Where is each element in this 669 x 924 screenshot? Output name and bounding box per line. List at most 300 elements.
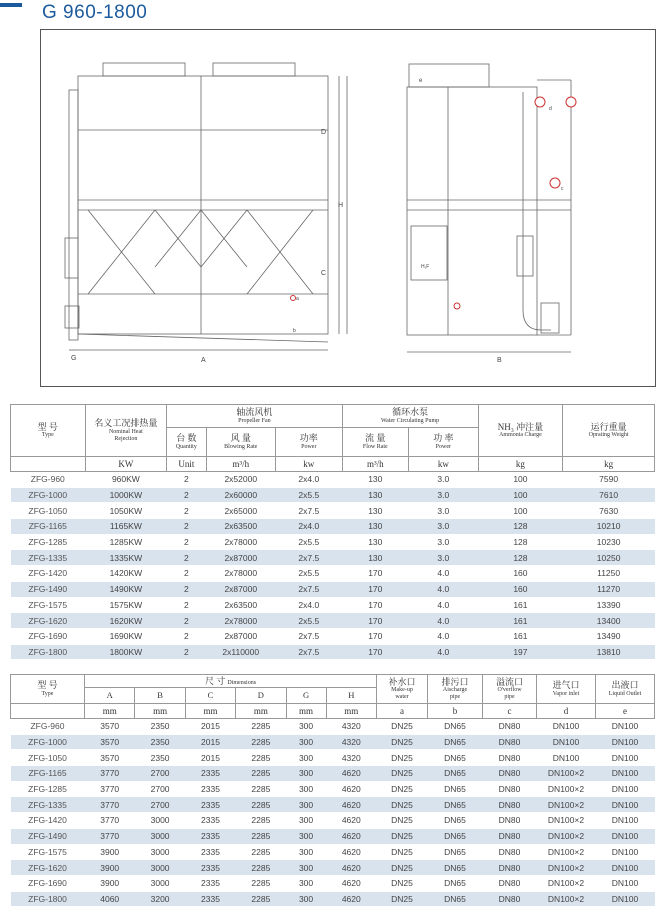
value-cell: 4620: [326, 844, 376, 860]
value-cell: DN100: [537, 734, 596, 750]
table-row: [11, 566, 655, 582]
value-cell: 2: [167, 628, 206, 644]
value-cell: 1620KW: [85, 613, 167, 629]
value-cell: 2285: [236, 875, 286, 891]
value-cell: 3770: [85, 781, 135, 797]
value-cell: DN80: [483, 734, 537, 750]
table-row: [11, 766, 655, 782]
value-cell: DN100: [537, 750, 596, 766]
value-cell: 300: [286, 875, 326, 891]
value-cell: 2335: [185, 797, 235, 813]
value-cell: 4620: [326, 860, 376, 876]
value-cell: DN100: [596, 860, 655, 876]
model-cell: ZFG-1800: [11, 891, 85, 907]
value-cell: 3.0: [409, 519, 479, 535]
dim-col-header: H: [326, 688, 376, 704]
value-cell: DN80: [483, 813, 537, 829]
value-cell: 161: [478, 597, 563, 613]
table-row: [11, 860, 655, 876]
value-cell: 2: [167, 644, 206, 660]
model-cell: ZFG-1420: [11, 813, 85, 829]
value-cell: 170: [342, 566, 409, 582]
dim-col-header: A: [85, 688, 135, 704]
th-flow: 流 量 Flow Rate: [342, 428, 409, 457]
value-cell: 300: [286, 844, 326, 860]
value-cell: 3.0: [409, 550, 479, 566]
value-cell: 2x5.5: [276, 566, 343, 582]
table-row: [11, 828, 655, 844]
value-cell: 4060: [85, 891, 135, 907]
value-cell: 170: [342, 581, 409, 597]
value-cell: 2x5.5: [276, 534, 343, 550]
value-cell: 2350: [135, 750, 185, 766]
performance-table: [10, 404, 655, 660]
value-cell: 2285: [236, 828, 286, 844]
value-cell: DN80: [483, 719, 537, 735]
value-cell: 2x7.5: [276, 581, 343, 597]
model-cell: ZFG-1165: [11, 766, 85, 782]
value-cell: 2350: [135, 734, 185, 750]
unit-cell: mm: [326, 704, 376, 719]
units-row: [11, 457, 655, 472]
table-row: [11, 487, 655, 503]
value-cell: 3570: [85, 719, 135, 735]
value-cell: DN80: [483, 828, 537, 844]
title-accent-bar: [0, 3, 22, 7]
unit-cell: kw: [276, 457, 343, 472]
value-cell: DN65: [428, 797, 483, 813]
value-cell: DN100×2: [537, 766, 596, 782]
value-cell: 128: [478, 534, 563, 550]
value-cell: DN100: [596, 781, 655, 797]
dim-col-header: C: [185, 688, 235, 704]
value-cell: 4320: [326, 750, 376, 766]
value-cell: 4.0: [409, 613, 479, 629]
value-cell: 2: [167, 581, 206, 597]
value-cell: 2335: [185, 891, 235, 907]
th-fan-power: 功率 Power: [276, 428, 343, 457]
value-cell: 300: [286, 828, 326, 844]
value-cell: 4620: [326, 797, 376, 813]
model-cell: ZFG-1800: [11, 644, 86, 660]
value-cell: 2285: [236, 781, 286, 797]
value-cell: 3000: [135, 844, 185, 860]
value-cell: DN25: [377, 875, 428, 891]
value-cell: 1000KW: [85, 487, 167, 503]
value-cell: DN65: [428, 719, 483, 735]
dim-label-g: G: [71, 355, 77, 362]
value-cell: DN65: [428, 813, 483, 829]
model-cell: ZFG-1000: [11, 734, 85, 750]
value-cell: DN25: [377, 797, 428, 813]
model-cell: ZFG-1690: [11, 628, 86, 644]
value-cell: 10210: [563, 519, 655, 535]
value-cell: DN80: [483, 891, 537, 907]
table-row: [11, 875, 655, 891]
value-cell: 4.0: [409, 628, 479, 644]
value-cell: 2285: [236, 797, 286, 813]
value-cell: DN100: [596, 813, 655, 829]
value-cell: 2x7.5: [276, 503, 343, 519]
model-cell: ZFG-1420: [11, 566, 86, 582]
value-cell: DN80: [483, 797, 537, 813]
value-cell: DN25: [377, 813, 428, 829]
value-cell: 3.0: [409, 487, 479, 503]
value-cell: DN100: [596, 719, 655, 735]
value-cell: 2x63500: [206, 519, 276, 535]
value-cell: 2x78000: [206, 613, 276, 629]
value-cell: 3900: [85, 860, 135, 876]
value-cell: 2x78000: [206, 566, 276, 582]
value-cell: 4620: [326, 766, 376, 782]
value-cell: 100: [478, 503, 563, 519]
unit-cell: mm: [236, 704, 286, 719]
model-cell: ZFG-1165: [11, 519, 86, 535]
table-row: [11, 797, 655, 813]
value-cell: 7630: [563, 503, 655, 519]
value-cell: DN25: [377, 734, 428, 750]
model-cell: ZFG-960: [11, 719, 85, 735]
value-cell: 2335: [185, 844, 235, 860]
value-cell: 2x5.5: [276, 487, 343, 503]
value-cell: 2015: [185, 719, 235, 735]
unit-cell: b: [428, 704, 483, 719]
value-cell: 300: [286, 766, 326, 782]
value-cell: 3000: [135, 860, 185, 876]
value-cell: DN100×2: [537, 797, 596, 813]
value-cell: DN100: [596, 875, 655, 891]
value-cell: 4.0: [409, 597, 479, 613]
th2-liquid: 出液口 Liquid Outlet: [596, 675, 655, 704]
value-cell: 2335: [185, 875, 235, 891]
value-cell: 160: [478, 581, 563, 597]
value-cell: DN65: [428, 734, 483, 750]
th-weight: 运行重量 Oprating Weight: [563, 405, 655, 457]
unit-cell: m³/h: [206, 457, 276, 472]
value-cell: 11250: [563, 566, 655, 582]
dim-label-h: H: [338, 202, 344, 209]
model-cell: ZFG-960: [11, 472, 86, 488]
mark-a: a: [296, 296, 299, 302]
value-cell: 3900: [85, 844, 135, 860]
value-cell: 300: [286, 750, 326, 766]
value-cell: 3770: [85, 797, 135, 813]
value-cell: 100: [478, 487, 563, 503]
value-cell: 2x7.5: [276, 644, 343, 660]
value-cell: 300: [286, 891, 326, 907]
value-cell: 3000: [135, 875, 185, 891]
value-cell: DN25: [377, 891, 428, 907]
table-row: [11, 534, 655, 550]
value-cell: 2x110000: [206, 644, 276, 660]
value-cell: 3770: [85, 766, 135, 782]
value-cell: DN25: [377, 719, 428, 735]
value-cell: 2: [167, 597, 206, 613]
value-cell: 300: [286, 813, 326, 829]
value-cell: 2285: [236, 750, 286, 766]
value-cell: DN25: [377, 781, 428, 797]
unit-cell: e: [596, 704, 655, 719]
value-cell: 130: [342, 503, 409, 519]
value-cell: 4320: [326, 734, 376, 750]
model-cell: ZFG-1335: [11, 797, 85, 813]
value-cell: 130: [342, 534, 409, 550]
value-cell: 3000: [135, 813, 185, 829]
unit-cell: mm: [85, 704, 135, 719]
value-cell: 2700: [135, 766, 185, 782]
value-cell: DN25: [377, 860, 428, 876]
value-cell: 160: [478, 566, 563, 582]
value-cell: 2x87000: [206, 628, 276, 644]
value-cell: DN25: [377, 828, 428, 844]
dim-label-a: A: [201, 357, 206, 364]
value-cell: DN100×2: [537, 875, 596, 891]
value-cell: 1285KW: [85, 534, 167, 550]
value-cell: 2700: [135, 781, 185, 797]
value-cell: DN65: [428, 750, 483, 766]
th2-makeup: 补水口 Make-up water: [377, 675, 428, 704]
value-cell: 2x63500: [206, 597, 276, 613]
value-cell: 3900: [85, 875, 135, 891]
value-cell: DN100: [596, 797, 655, 813]
value-cell: 1335KW: [85, 550, 167, 566]
table-row: [11, 734, 655, 750]
table-row: [11, 503, 655, 519]
value-cell: 2x52000: [206, 472, 276, 488]
th-heat: 名义工况排热量 Nominal Heat Rejection: [85, 405, 167, 457]
value-cell: 3.0: [409, 472, 479, 488]
model-cell: ZFG-1285: [11, 534, 86, 550]
value-cell: DN80: [483, 750, 537, 766]
value-cell: 170: [342, 628, 409, 644]
side-body: [407, 87, 537, 335]
unit-cell: mm: [135, 704, 185, 719]
value-cell: 3000: [135, 828, 185, 844]
value-cell: 1420KW: [85, 566, 167, 582]
value-cell: 300: [286, 734, 326, 750]
mark-e: e: [419, 78, 423, 84]
value-cell: 3770: [85, 813, 135, 829]
value-cell: 4620: [326, 875, 376, 891]
value-cell: 170: [342, 644, 409, 660]
mark-c: c: [561, 186, 564, 192]
value-cell: 960KW: [85, 472, 167, 488]
value-cell: 2x7.5: [276, 628, 343, 644]
value-cell: DN65: [428, 766, 483, 782]
value-cell: 130: [342, 519, 409, 535]
dim-label-c: C: [321, 270, 327, 277]
value-cell: 4620: [326, 813, 376, 829]
value-cell: 2: [167, 503, 206, 519]
value-cell: DN80: [483, 766, 537, 782]
value-cell: 13810: [563, 644, 655, 660]
value-cell: 4620: [326, 828, 376, 844]
value-cell: 1800KW: [85, 644, 167, 660]
value-cell: 2015: [185, 734, 235, 750]
value-cell: DN65: [428, 828, 483, 844]
unit-cell: KW: [85, 457, 167, 472]
dim-col-header: B: [135, 688, 185, 704]
model-cell: ZFG-1620: [11, 860, 85, 876]
unit-cell: d: [537, 704, 596, 719]
value-cell: 3.0: [409, 534, 479, 550]
drawing-svg: [41, 30, 655, 386]
value-cell: DN100: [596, 828, 655, 844]
value-cell: 2: [167, 472, 206, 488]
th-pump-power: 功 率 Power: [409, 428, 479, 457]
value-cell: DN65: [428, 781, 483, 797]
value-cell: DN100×2: [537, 891, 596, 907]
value-cell: 1165KW: [85, 519, 167, 535]
value-cell: 3570: [85, 734, 135, 750]
th2-discharge: 排污口 Aischarge pipe: [428, 675, 483, 704]
unit-cell: mm: [185, 704, 235, 719]
value-cell: DN100×2: [537, 813, 596, 829]
value-cell: 130: [342, 487, 409, 503]
th2-overflow: 溢流口 O'verflow pipe: [483, 675, 537, 704]
value-cell: 2350: [135, 719, 185, 735]
value-cell: 13400: [563, 613, 655, 629]
table-row: [11, 597, 655, 613]
value-cell: 2x87000: [206, 550, 276, 566]
value-cell: 2335: [185, 766, 235, 782]
value-cell: 2x7.5: [276, 550, 343, 566]
table-row: [11, 644, 655, 660]
th2-vapor: 进气口 Vapor inlet: [537, 675, 596, 704]
unit-cell: kg: [478, 457, 563, 472]
value-cell: 13390: [563, 597, 655, 613]
unit-cell: m³/h: [342, 457, 409, 472]
value-cell: DN25: [377, 750, 428, 766]
value-cell: 2x4.0: [276, 519, 343, 535]
value-cell: DN100×2: [537, 781, 596, 797]
value-cell: DN65: [428, 844, 483, 860]
value-cell: 2015: [185, 750, 235, 766]
value-cell: 300: [286, 797, 326, 813]
value-cell: 2x87000: [206, 581, 276, 597]
table-row: [11, 581, 655, 597]
value-cell: 4.0: [409, 566, 479, 582]
table-row: [11, 844, 655, 860]
value-cell: DN100: [596, 734, 655, 750]
value-cell: DN100: [537, 719, 596, 735]
value-cell: 300: [286, 781, 326, 797]
value-cell: 128: [478, 519, 563, 535]
model-cell: ZFG-1490: [11, 581, 86, 597]
table-row: [11, 519, 655, 535]
value-cell: DN65: [428, 875, 483, 891]
value-cell: 300: [286, 860, 326, 876]
value-cell: 2: [167, 613, 206, 629]
value-cell: 2700: [135, 797, 185, 813]
unit-cell: kw: [409, 457, 479, 472]
value-cell: 2285: [236, 813, 286, 829]
value-cell: 161: [478, 628, 563, 644]
unit-cell: kg: [563, 457, 655, 472]
th-qty: 台 数 Quantity: [167, 428, 206, 457]
model-cell: ZFG-1575: [11, 844, 85, 860]
value-cell: 2: [167, 487, 206, 503]
value-cell: 2x78000: [206, 534, 276, 550]
value-cell: 4320: [326, 719, 376, 735]
front-body: [78, 76, 328, 334]
value-cell: 2x4.0: [276, 597, 343, 613]
table-row: [11, 550, 655, 566]
table-row: [11, 781, 655, 797]
model-cell: ZFG-1050: [11, 750, 85, 766]
value-cell: 300: [286, 719, 326, 735]
dim-label-b: B: [497, 357, 502, 364]
value-cell: 2335: [185, 828, 235, 844]
value-cell: 161: [478, 613, 563, 629]
table-row: [11, 813, 655, 829]
value-cell: 2285: [236, 734, 286, 750]
value-cell: DN100×2: [537, 860, 596, 876]
dim-label-d: D: [321, 129, 327, 136]
unit-cell: a: [377, 704, 428, 719]
value-cell: 2285: [236, 860, 286, 876]
page-title: G 960-1800: [42, 2, 148, 23]
value-cell: 4.0: [409, 644, 479, 660]
gauge-label: H₁F: [421, 264, 430, 270]
value-cell: 7590: [563, 472, 655, 488]
value-cell: DN100×2: [537, 828, 596, 844]
value-cell: 4620: [326, 781, 376, 797]
value-cell: 1050KW: [85, 503, 167, 519]
dim-col-header: G: [286, 688, 326, 704]
unit-cell: Unit: [167, 457, 206, 472]
value-cell: 7610: [563, 487, 655, 503]
th-nh3: NH₃ 冲注量 Ammonia Charge: [478, 405, 563, 457]
value-cell: 2285: [236, 719, 286, 735]
value-cell: DN80: [483, 844, 537, 860]
value-cell: 10230: [563, 534, 655, 550]
value-cell: 2335: [185, 813, 235, 829]
table-row: [11, 719, 655, 735]
value-cell: 100: [478, 472, 563, 488]
value-cell: DN80: [483, 860, 537, 876]
th-fan: 轴流风机 Propeller Fan: [167, 405, 342, 428]
model-cell: ZFG-1575: [11, 597, 86, 613]
value-cell: 1490KW: [85, 581, 167, 597]
value-cell: 2335: [185, 860, 235, 876]
value-cell: DN100: [596, 844, 655, 860]
value-cell: 3570: [85, 750, 135, 766]
th-pump: 循环水泵 Water Circulating Pump: [342, 405, 478, 428]
value-cell: 1690KW: [85, 628, 167, 644]
value-cell: 2x65000: [206, 503, 276, 519]
mark-d: d: [549, 106, 552, 112]
value-cell: DN25: [377, 766, 428, 782]
mark-b: b: [293, 328, 296, 334]
value-cell: 2x5.5: [276, 613, 343, 629]
model-cell: ZFG-1050: [11, 503, 86, 519]
value-cell: DN80: [483, 875, 537, 891]
value-cell: 4.0: [409, 581, 479, 597]
dim-col-header: D: [236, 688, 286, 704]
value-cell: 2: [167, 566, 206, 582]
value-cell: 3200: [135, 891, 185, 907]
value-cell: DN100×2: [537, 844, 596, 860]
technical-drawing: [40, 29, 656, 387]
value-cell: DN100: [596, 891, 655, 907]
value-cell: 4620: [326, 891, 376, 907]
model-cell: ZFG-1620: [11, 613, 86, 629]
value-cell: 2: [167, 534, 206, 550]
value-cell: 170: [342, 597, 409, 613]
value-cell: 2x60000: [206, 487, 276, 503]
value-cell: 128: [478, 550, 563, 566]
